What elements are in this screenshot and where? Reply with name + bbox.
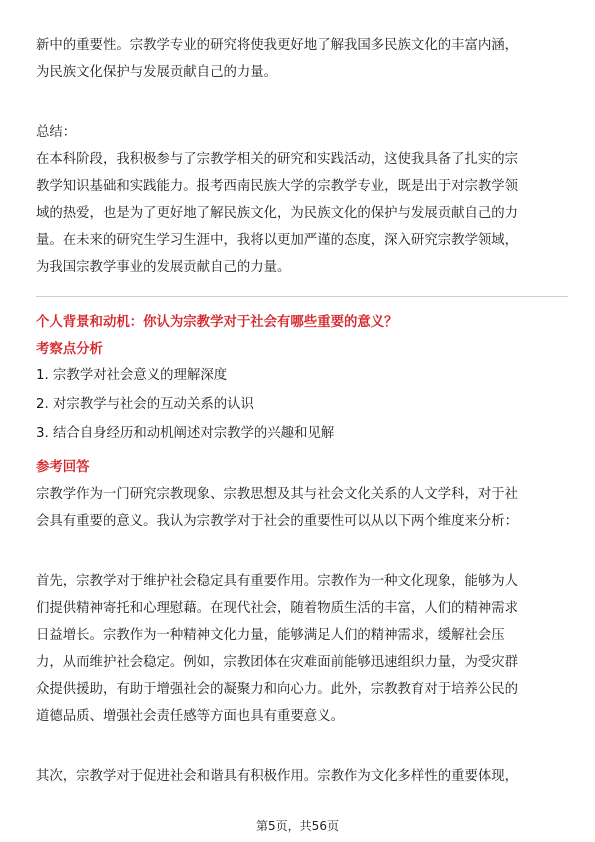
summary-line: 域的热爱，也是为了更好地了解民族文化，为民族文化的保护与发展贡献自己的力 bbox=[36, 206, 519, 221]
answer-line: 其次，宗教学对于促进社会和谐具有积极作用。宗教作为文化多样性的重要体现， bbox=[36, 769, 519, 784]
question-heading: 个人背景和动机：你认为宗教学对于社会有哪些重要的意义？ bbox=[36, 315, 398, 330]
intro-line: 新中的重要性。宗教学专业的研究将使我更好地了解我国多民族文化的丰富内涵， bbox=[36, 38, 519, 53]
answer-line: 众提供援助，有助于增强社会的凝聚力和向心力。此外，宗教教育对于培养公民的 bbox=[36, 682, 519, 697]
summary-line: 为我国宗教学事业的发展贡献自己的力量。 bbox=[36, 260, 291, 275]
intro-line: 为民族文化保护与发展贡献自己的力量。 bbox=[36, 65, 278, 80]
analysis-point: 3. 结合自身经历和动机阐述对宗教学的兴趣和见解 bbox=[36, 426, 335, 441]
answer-line: 日益增长。宗教作为一种精神文化力量，能够满足人们的精神需求，缓解社会压 bbox=[36, 628, 505, 643]
answer-line: 会具有重要的意义。我认为宗教学对于社会的重要性可以从以下两个维度来分析： bbox=[36, 514, 519, 529]
answer-line: 首先，宗教学对于维护社会稳定具有重要作用。宗教作为一种文化现象，能够为人 bbox=[36, 574, 519, 589]
answer-line: 宗教学作为一门研究宗教现象、宗教思想及其与社会文化关系的人文学科，对于社 bbox=[36, 487, 519, 502]
answer-line: 力，从而维护社会稳定。例如，宗教团体在灾难面前能够迅速组织力量，为受灾群 bbox=[36, 655, 519, 670]
page-number: 第5页，共56页 bbox=[256, 819, 339, 833]
summary-line: 在本科阶段，我积极参与了宗教学相关的研究和实践活动，这使我具备了扎实的宗 bbox=[36, 152, 519, 167]
answer-line: 们提供精神寄托和心理慰藉。在现代社会，随着物质生活的丰富，人们的精神需求 bbox=[36, 601, 519, 616]
analysis-heading: 考察点分析 bbox=[36, 342, 103, 357]
summary-line: 量。在未来的研究生学习生涯中，我将以更加严谨的态度，深入研究宗教学领域， bbox=[36, 233, 519, 248]
section-divider bbox=[36, 296, 568, 297]
answer-line: 道德品质、增强社会责任感等方面也具有重要意义。 bbox=[36, 709, 344, 724]
answer-heading: 参考回答 bbox=[36, 460, 90, 475]
analysis-point: 1. 宗教学对社会意义的理解深度 bbox=[36, 368, 228, 383]
summary-line: 教学知识基础和实践能力。报考西南民族大学的宗教学专业，既是出于对宗教学领 bbox=[36, 179, 519, 194]
analysis-point: 2. 对宗教学与社会的互动关系的认识 bbox=[36, 397, 254, 412]
summary-label: 总结： bbox=[36, 125, 77, 140]
